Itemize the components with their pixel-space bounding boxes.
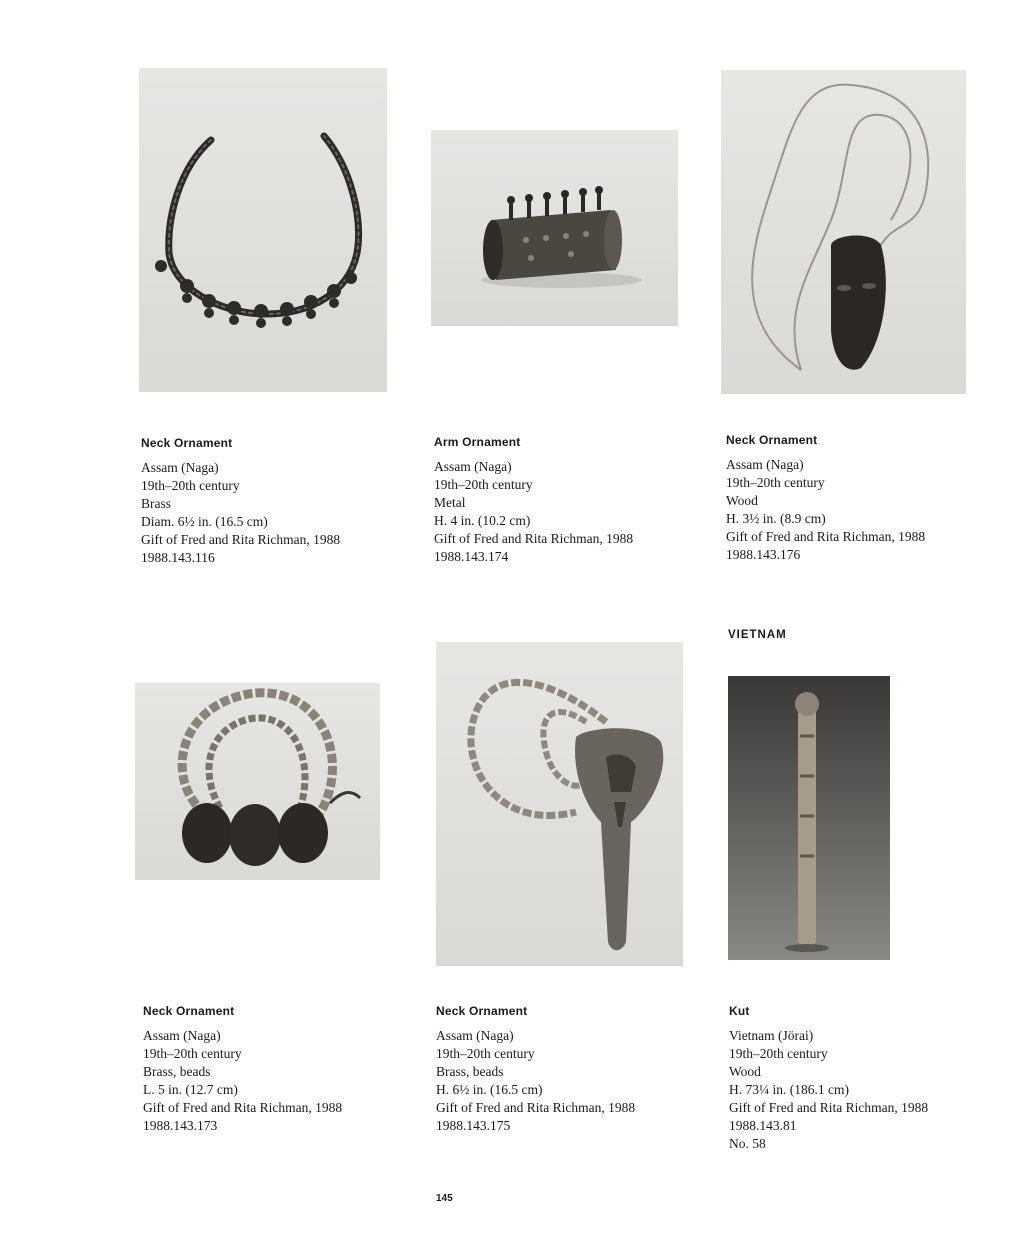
caption-dimensions: Diam. 6½ in. (16.5 cm) xyxy=(141,514,268,529)
caption-culture: Assam (Naga) xyxy=(436,1028,514,1043)
caption-credit: Gift of Fred and Rita Richman, 1988 xyxy=(726,529,926,544)
caption-date: 19th–20th century xyxy=(141,478,240,493)
caption-date: 19th–20th century xyxy=(726,475,825,490)
caption-item-3 xyxy=(726,433,986,564)
caption-dimensions: H. 73¼ in. (186.1 cm) xyxy=(729,1082,849,1097)
caption-credit: Gift of Fred and Rita Richman, 1988 xyxy=(434,531,634,546)
caption-culture: Assam (Naga) xyxy=(726,457,804,472)
caption-credit: Gift of Fred and Rita Richman, 1988 xyxy=(436,1100,636,1115)
photo-kut xyxy=(728,676,890,960)
caption-culture: Assam (Naga) xyxy=(143,1028,221,1043)
caption-medium: Metal xyxy=(434,495,466,510)
caption-item-1 xyxy=(141,436,401,567)
caption-accession: 1988.143.81 xyxy=(729,1118,797,1133)
caption-dimensions: H. 3½ in. (8.9 cm) xyxy=(726,511,826,526)
caption-medium: Brass, beads xyxy=(436,1064,504,1079)
caption-credit: Gift of Fred and Rita Richman, 1988 xyxy=(143,1100,343,1115)
caption-date: 19th–20th century xyxy=(434,477,533,492)
photo-neck-ornament-three-heads xyxy=(135,683,380,880)
caption-accession: 1988.143.175 xyxy=(436,1118,511,1133)
caption-item-6 xyxy=(729,1004,989,1153)
caption-accession: 1988.143.116 xyxy=(141,550,215,565)
caption-date: 19th–20th century xyxy=(436,1046,535,1061)
caption-title: Neck Ornament xyxy=(726,433,818,447)
photo-arm-ornament xyxy=(431,130,678,326)
caption-culture: Assam (Naga) xyxy=(434,459,512,474)
caption-item-5 xyxy=(436,1004,696,1135)
caption-item-4 xyxy=(143,1004,403,1135)
caption-date: 19th–20th century xyxy=(729,1046,828,1061)
caption-title: Arm Ornament xyxy=(434,435,521,449)
caption-medium: Wood xyxy=(726,493,758,508)
photo-neck-ornament-wood-head xyxy=(721,70,966,394)
page-number: 145 xyxy=(436,1193,453,1204)
photo-neck-ornament-pendant xyxy=(436,642,683,966)
caption-title: Neck Ornament xyxy=(141,436,233,450)
caption-medium: Brass, beads xyxy=(143,1064,211,1079)
caption-dimensions: L. 5 in. (12.7 cm) xyxy=(143,1082,238,1097)
caption-culture: Vietnam (Jörai) xyxy=(729,1028,814,1043)
caption-dimensions: H. 4 in. (10.2 cm) xyxy=(434,513,531,528)
caption-medium: Wood xyxy=(729,1064,761,1079)
caption-dimensions: H. 6½ in. (16.5 cm) xyxy=(436,1082,543,1097)
caption-accession: 1988.143.173 xyxy=(143,1118,218,1133)
caption-credit: Gift of Fred and Rita Richman, 1988 xyxy=(141,532,341,547)
photo-neck-ornament-brass-torque xyxy=(139,68,387,392)
caption-title: Neck Ornament xyxy=(436,1004,528,1018)
section-heading: VIETNAM xyxy=(728,629,787,641)
caption-date: 19th–20th century xyxy=(143,1046,242,1061)
caption-accession: 1988.143.176 xyxy=(726,547,801,562)
caption-title: Neck Ornament xyxy=(143,1004,235,1018)
caption-culture: Assam (Naga) xyxy=(141,460,219,475)
caption-medium: Brass xyxy=(141,496,171,511)
caption-title: Kut xyxy=(729,1004,750,1018)
caption-credit: Gift of Fred and Rita Richman, 1988 xyxy=(729,1100,929,1115)
caption-accession: 1988.143.174 xyxy=(434,549,509,564)
caption-catalogue-number: No. 58 xyxy=(729,1136,766,1151)
caption-item-2 xyxy=(434,435,694,566)
